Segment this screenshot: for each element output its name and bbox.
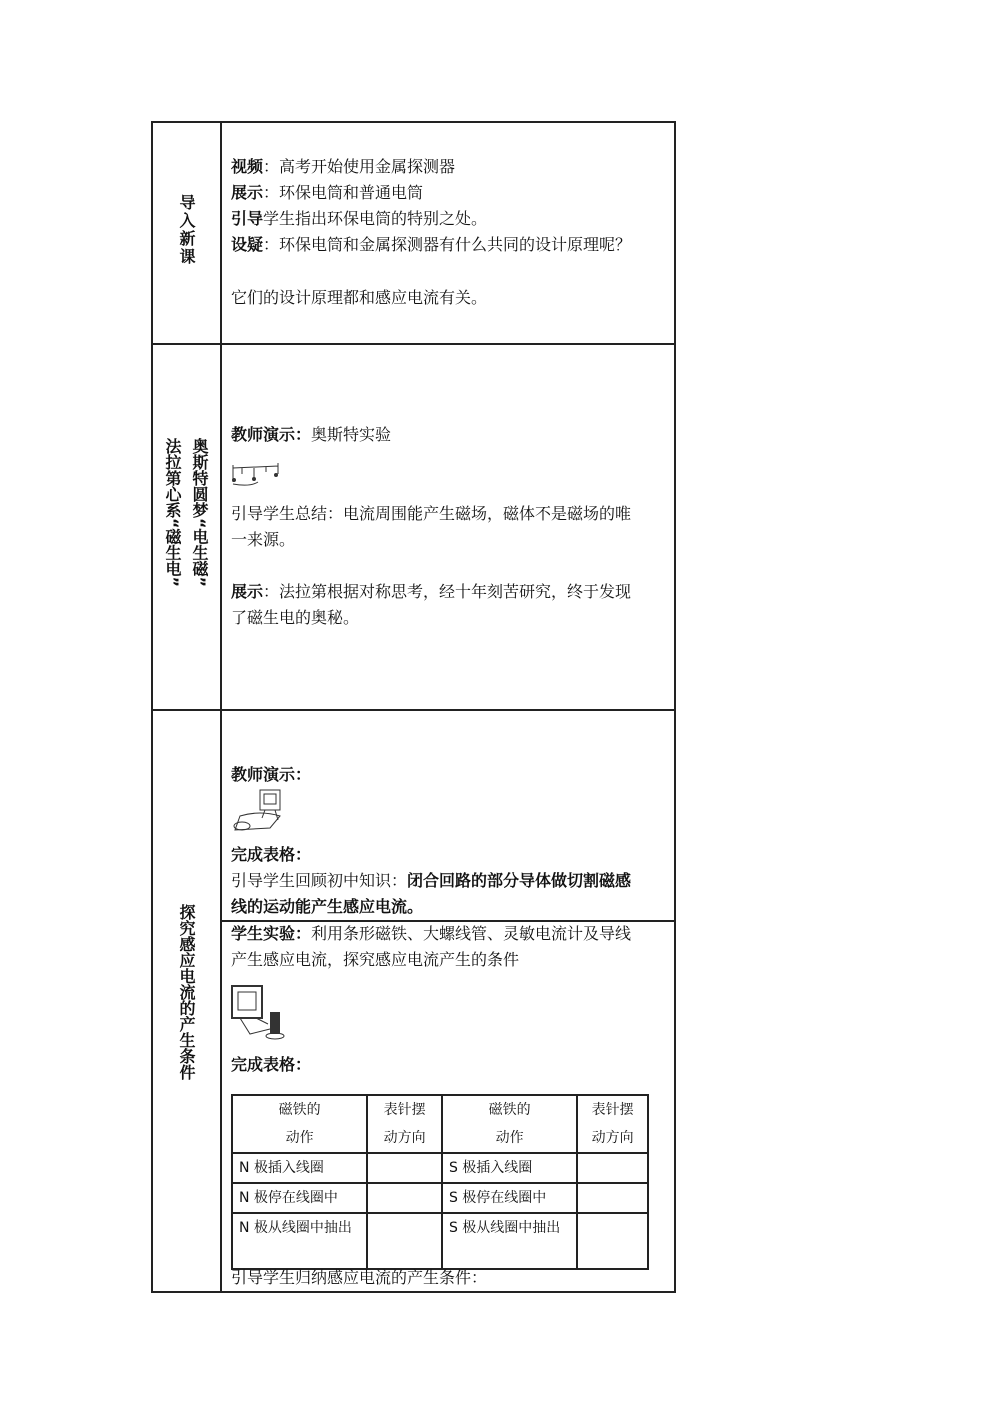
heading: 教师演示：	[231, 765, 312, 784]
header-cell: 磁铁的 动作	[232, 1095, 367, 1153]
student-experiment-image	[230, 984, 290, 1042]
table-cell: S 极从线圈中抽出	[442, 1213, 577, 1269]
header-cell: 表针摆 动方向	[577, 1095, 648, 1153]
text-line: 视频：高考开始使用金属探测器	[231, 157, 456, 176]
text-line: 引导学生归纳感应电流的产生条件：	[231, 1268, 488, 1287]
row-divider	[151, 343, 676, 345]
observation-table	[231, 1094, 649, 1270]
table-row	[232, 1153, 648, 1183]
heading: 完成表格：	[231, 1055, 312, 1074]
table-border	[151, 121, 676, 123]
table-cell	[577, 1213, 648, 1269]
section-label-faraday: 法拉第心系“磁生电”	[163, 438, 182, 588]
table-border	[151, 121, 153, 1293]
text-line: 展示：法拉第根据对称思考，经十年刻苦研究，终于发现	[231, 582, 632, 601]
table-cell: S 极插入线圈	[442, 1153, 577, 1183]
text-line: 展示：环保电筒和普通电筒	[231, 183, 424, 202]
table-cell	[577, 1153, 648, 1183]
section-label-intro: 导入新课	[177, 194, 196, 266]
heading: 完成表格：	[231, 845, 312, 864]
text-line: 一来源。	[231, 530, 296, 549]
table-cell: N 极插入线圈	[232, 1153, 367, 1183]
table-cell	[367, 1183, 442, 1213]
header-cell: 磁铁的 动作	[442, 1095, 577, 1153]
table-row	[232, 1213, 648, 1269]
text-line: 线的运动能产生感应电流。	[231, 897, 424, 916]
section-label-explore: 探究感应电流的产生条件	[177, 904, 196, 1080]
table-border	[151, 1291, 676, 1293]
text-line: 引导学生回顾初中知识：闭合回路的部分导体做切割磁感	[231, 871, 632, 890]
column-divider	[220, 121, 222, 1293]
table-cell	[367, 1213, 442, 1269]
header-cell: 表针摆 动方向	[367, 1095, 442, 1153]
row-divider	[151, 709, 676, 711]
text-line: 产生感应电流，探究感应电流产生的条件	[231, 950, 520, 969]
text-line: 学生实验：利用条形磁铁、大螺线管、灵敏电流计及导线	[231, 924, 632, 943]
text-line: 引导学生指出环保电筒的特别之处。	[231, 209, 488, 228]
table-cell	[577, 1183, 648, 1213]
text-line: 它们的设计原理都和感应电流有关。	[231, 288, 488, 307]
induction-demo-image	[230, 788, 285, 836]
section-label-oersted: 奥斯特圆梦“电生磁”	[190, 438, 209, 588]
table-row	[232, 1183, 648, 1213]
table-cell: S 极停在线圈中	[442, 1183, 577, 1213]
table-cell	[367, 1153, 442, 1183]
text-line: 设疑：环保电筒和金属探测器有什么共同的设计原理呢？	[231, 235, 632, 254]
heading: 教师演示：奥斯特实验	[231, 425, 392, 444]
table-border	[674, 121, 676, 1293]
text-line: 了磁生电的奥秘。	[231, 608, 360, 627]
table-header-row	[232, 1095, 648, 1153]
text-line: 引导学生总结：电流周围能产生磁场，磁体不是磁场的唯	[231, 504, 632, 523]
table-cell: N 极从线圈中抽出	[232, 1213, 367, 1269]
table-cell: N 极停在线圈中	[232, 1183, 367, 1213]
oersted-experiment-image	[230, 460, 282, 490]
